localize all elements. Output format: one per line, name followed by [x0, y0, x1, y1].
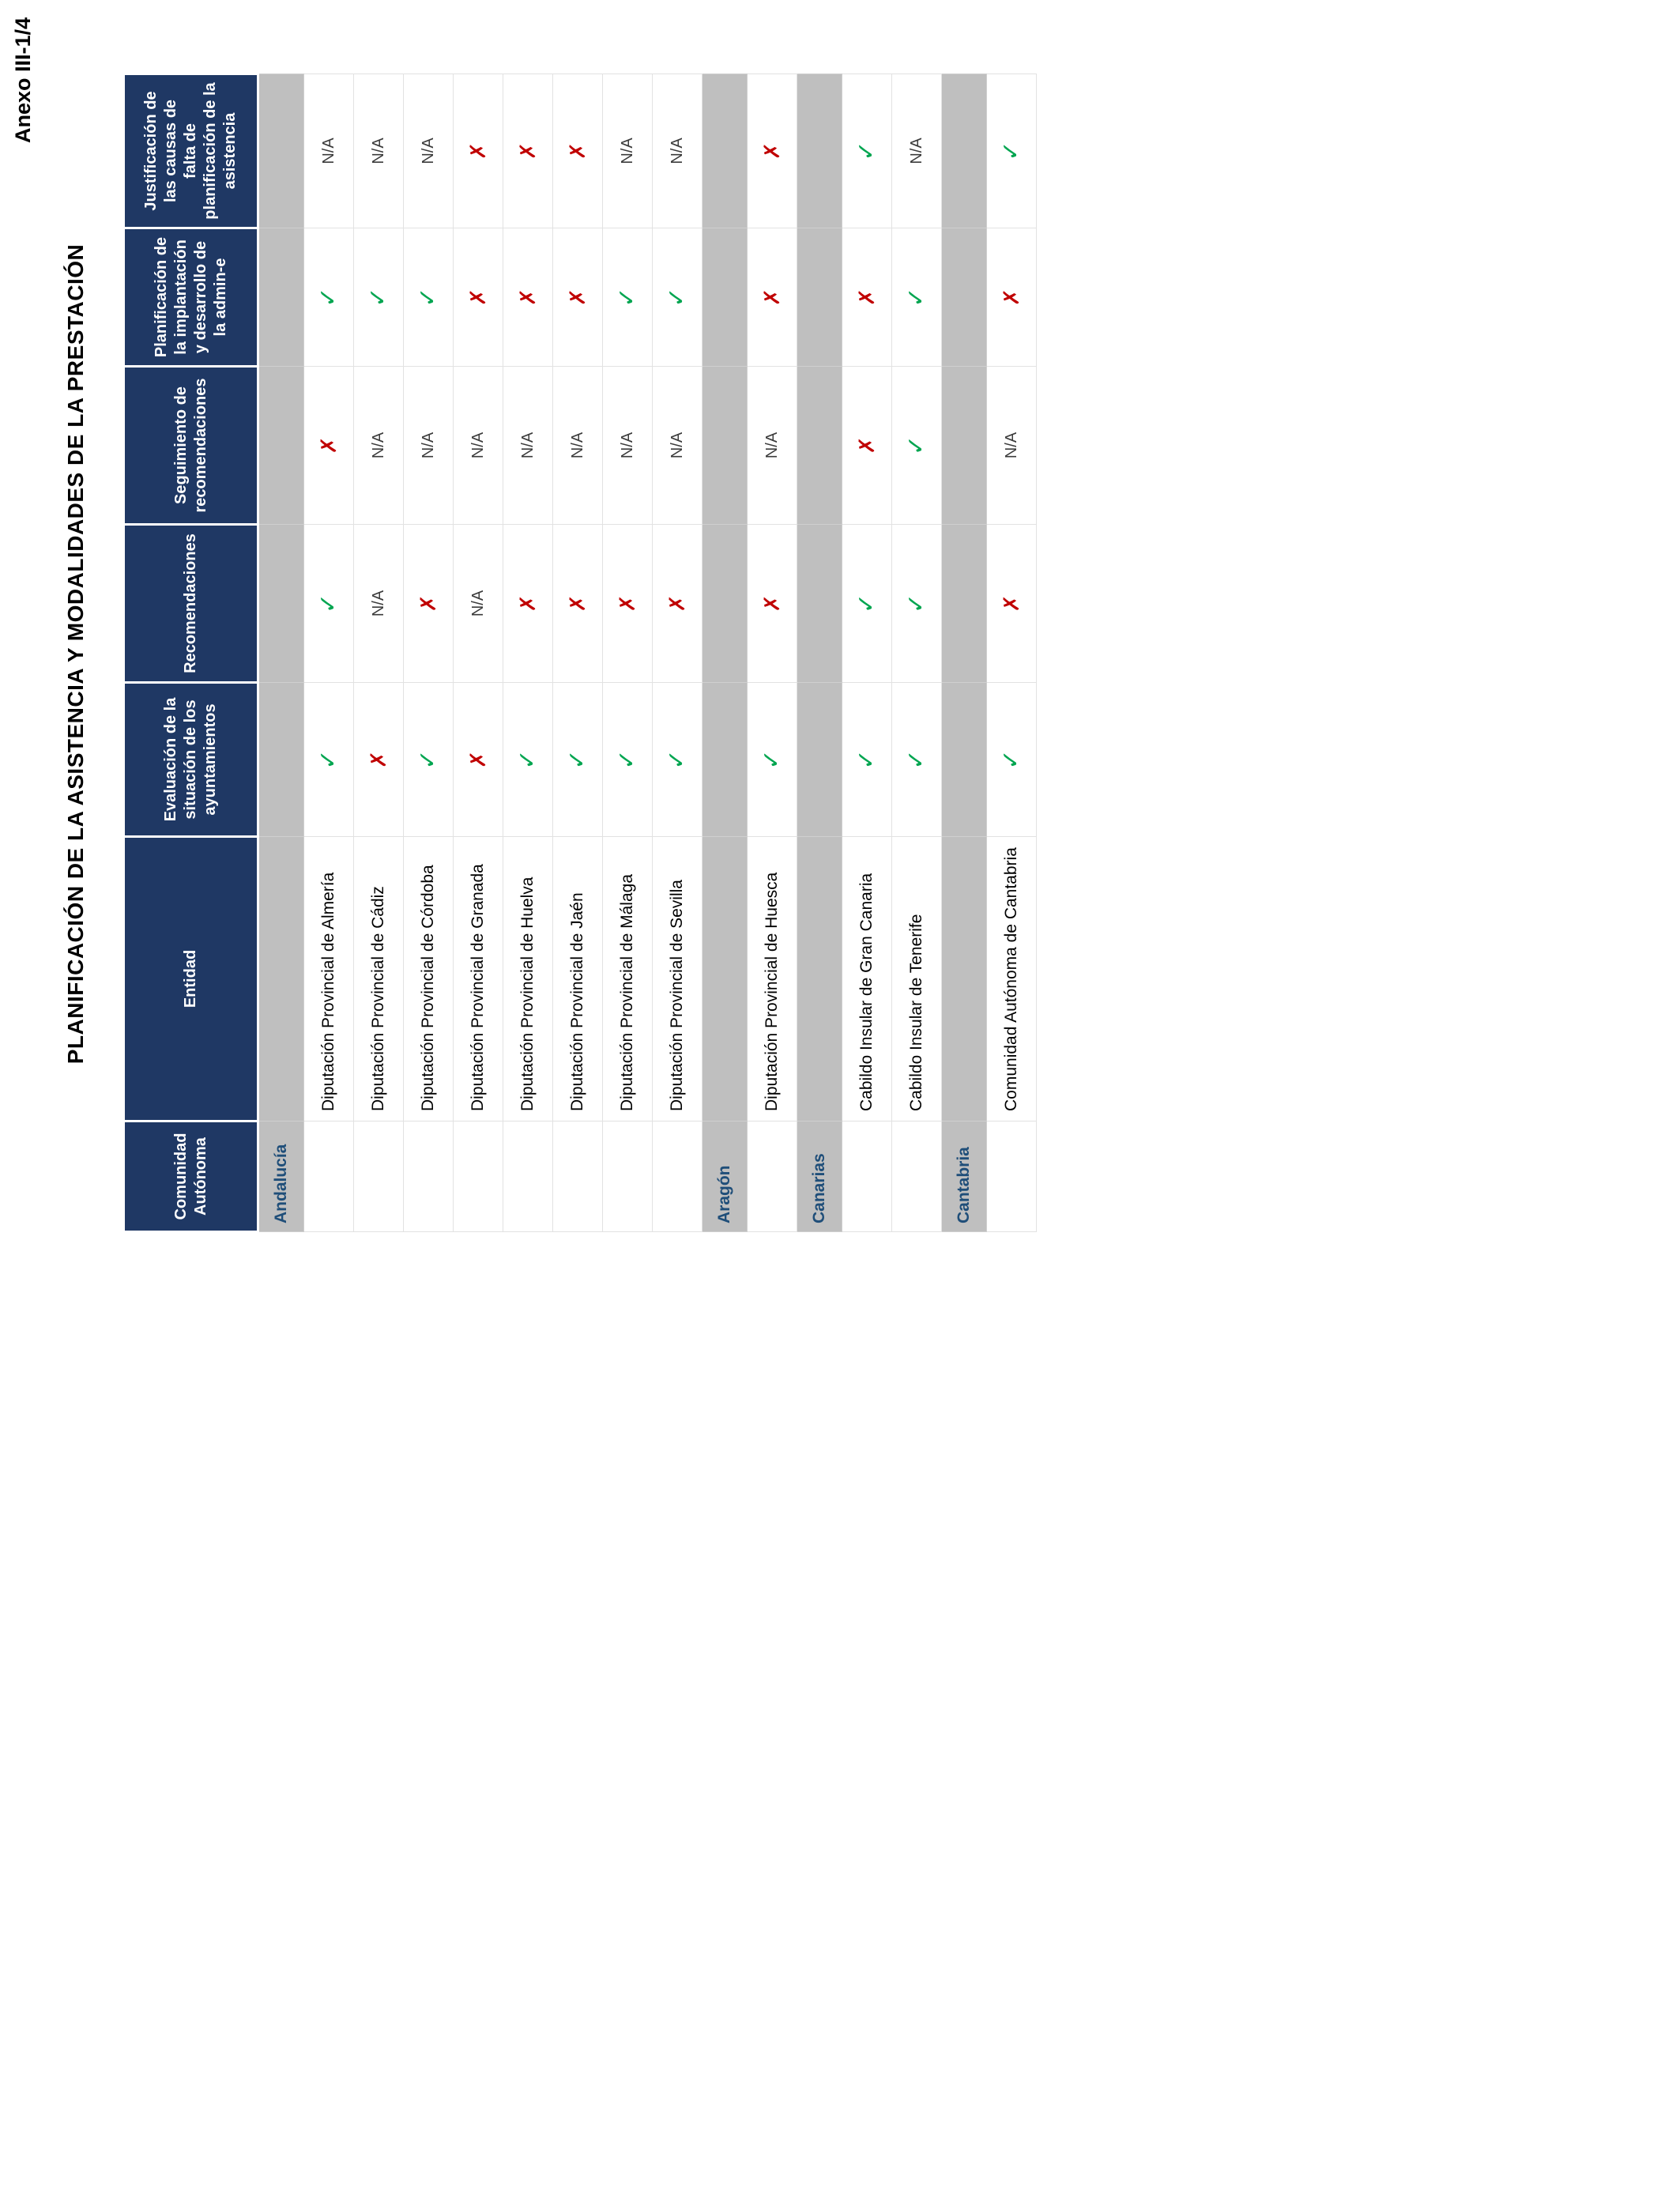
status-cell [354, 525, 404, 683]
entity-row [404, 74, 454, 1232]
status-cell [603, 228, 653, 367]
status-cell [553, 525, 603, 683]
entity-row [987, 74, 1037, 1232]
cross-icon: ✗ [465, 141, 490, 160]
annex-label: Anexo III-1/4 [11, 17, 35, 144]
na-label: N/A [668, 432, 686, 459]
group-empty-cell [703, 683, 748, 837]
cross-icon: ✗ [515, 288, 540, 307]
check-icon: ✓ [564, 749, 590, 770]
status-cell [354, 367, 404, 525]
group-label: Aragón [703, 1122, 748, 1232]
check-icon: ✓ [998, 141, 1024, 161]
group-empty-cell [258, 525, 304, 683]
group-empty-cell [258, 683, 304, 837]
check-icon: ✓ [853, 141, 880, 161]
group-row [942, 74, 987, 1232]
group-empty-cell [942, 837, 987, 1122]
group-empty-cell [703, 837, 748, 1122]
status-cell [454, 683, 503, 837]
header-entidad: Entidad [124, 837, 258, 1122]
header-planificacion: Planificación de la implantación y desarrollo de la admin-e [124, 228, 258, 367]
status-cell [987, 683, 1037, 837]
check-icon: ✓ [903, 287, 929, 307]
status-cell [354, 683, 404, 837]
cross-icon: ✗ [615, 594, 639, 613]
group-empty-cell [942, 525, 987, 683]
status-cell [404, 683, 454, 837]
check-icon: ✓ [759, 749, 785, 770]
entity-name: Diputación Provincial de Huelva [503, 837, 553, 1122]
status-cell [404, 228, 454, 367]
table-body [258, 74, 1037, 1232]
status-cell [304, 525, 354, 683]
entity-row [304, 74, 354, 1232]
check-icon: ✓ [664, 749, 690, 770]
cross-icon: ✗ [759, 594, 784, 613]
status-cell [748, 74, 797, 228]
page-title: PLANIFICACIÓN DE LA ASISTENCIA Y MODALIDADES DE LA PRESTACIÓN [63, 243, 88, 1065]
comunidad-empty-cell [842, 1122, 892, 1232]
entity-name: Diputación Provincial de Almería [304, 837, 354, 1122]
entity-name: Diputación Provincial de Huesca [748, 837, 797, 1122]
na-label: N/A [668, 138, 686, 164]
group-empty-cell [797, 683, 842, 837]
status-cell [653, 683, 703, 837]
status-cell [304, 683, 354, 837]
check-icon: ✓ [315, 749, 341, 770]
status-cell [304, 367, 354, 525]
status-cell [892, 74, 942, 228]
group-empty-cell [258, 367, 304, 525]
comunidad-empty-cell [454, 1122, 503, 1232]
entity-name: Diputación Provincial de Jaén [553, 837, 603, 1122]
status-cell [748, 228, 797, 367]
na-label: N/A [907, 138, 925, 164]
group-row [797, 74, 842, 1232]
entity-row [503, 74, 553, 1232]
group-empty-cell [797, 228, 842, 367]
status-cell [503, 525, 553, 683]
status-cell [553, 228, 603, 367]
cross-icon: ✗ [515, 141, 540, 160]
cross-icon: ✗ [366, 750, 390, 769]
group-empty-cell [703, 228, 748, 367]
cross-icon: ✗ [999, 288, 1023, 307]
comunidad-empty-cell [603, 1122, 653, 1232]
check-icon: ✓ [365, 287, 391, 307]
entity-row [553, 74, 603, 1232]
check-icon: ✓ [853, 593, 880, 614]
status-cell [454, 228, 503, 367]
header-evaluacion: Evaluación de la situación de los ayuntamientos [124, 683, 258, 837]
check-icon: ✓ [903, 435, 929, 456]
header-justificacion: Justificación de las causas de falta de planificación de la asistencia [124, 74, 258, 228]
comunidad-empty-cell [653, 1122, 703, 1232]
cross-icon: ✗ [854, 436, 879, 454]
status-cell [503, 74, 553, 228]
entity-name: Diputación Provincial de Cádiz [354, 837, 404, 1122]
check-icon: ✓ [514, 749, 541, 770]
status-cell [454, 74, 503, 228]
status-cell [553, 367, 603, 525]
status-cell [748, 683, 797, 837]
status-cell [553, 683, 603, 837]
status-cell [842, 525, 892, 683]
group-empty-cell [703, 367, 748, 525]
na-label: N/A [568, 432, 586, 459]
status-cell [892, 228, 942, 367]
check-icon: ✓ [315, 593, 341, 614]
entity-row [748, 74, 797, 1232]
entity-name: Cabildo Insular de Gran Canaria [842, 837, 892, 1122]
status-cell [653, 228, 703, 367]
status-cell [748, 525, 797, 683]
status-cell [653, 367, 703, 525]
cross-icon: ✗ [565, 594, 590, 613]
status-cell [354, 74, 404, 228]
group-empty-cell [942, 683, 987, 837]
cross-icon: ✗ [465, 288, 490, 307]
check-icon: ✓ [415, 287, 441, 307]
status-cell [842, 367, 892, 525]
group-label: Andalucía [258, 1122, 304, 1232]
group-empty-cell [258, 837, 304, 1122]
status-cell [987, 525, 1037, 683]
entity-row [842, 74, 892, 1232]
cross-icon: ✗ [665, 594, 689, 613]
planning-table [122, 73, 1037, 1233]
group-empty-cell [942, 367, 987, 525]
group-empty-cell [797, 367, 842, 525]
entity-row [454, 74, 503, 1232]
cross-icon: ✗ [515, 594, 540, 613]
cross-icon: ✗ [316, 436, 341, 454]
check-icon: ✓ [614, 749, 640, 770]
status-cell [503, 683, 553, 837]
status-cell [404, 525, 454, 683]
status-cell [404, 74, 454, 228]
na-label: N/A [369, 138, 387, 164]
status-cell [304, 74, 354, 228]
na-label: N/A [618, 138, 636, 164]
comunidad-empty-cell [304, 1122, 354, 1232]
cross-icon: ✗ [416, 594, 440, 613]
status-cell [892, 367, 942, 525]
comunidad-empty-cell [553, 1122, 603, 1232]
entity-row [603, 74, 653, 1232]
check-icon: ✓ [903, 593, 929, 614]
na-label: N/A [763, 432, 781, 459]
check-icon: ✓ [614, 287, 640, 307]
status-cell [304, 228, 354, 367]
check-icon: ✓ [853, 749, 880, 770]
table-header [124, 74, 258, 1232]
na-label: N/A [419, 432, 437, 459]
na-label: N/A [319, 138, 337, 164]
status-cell [553, 74, 603, 228]
status-cell [603, 74, 653, 228]
status-cell [354, 228, 404, 367]
group-empty-cell [258, 228, 304, 367]
status-cell [892, 683, 942, 837]
na-label: N/A [1002, 432, 1020, 459]
group-label: Canarias [797, 1122, 842, 1232]
status-cell [603, 367, 653, 525]
group-empty-cell [258, 74, 304, 228]
entity-name: Diputación Provincial de Granada [454, 837, 503, 1122]
status-cell [748, 367, 797, 525]
group-label: Cantabria [942, 1122, 987, 1232]
check-icon: ✓ [998, 749, 1024, 770]
check-icon: ✓ [315, 287, 341, 307]
na-label: N/A [469, 590, 487, 617]
group-empty-cell [703, 74, 748, 228]
cross-icon: ✗ [759, 141, 784, 160]
entity-name: Comunidad Autónoma de Cantabria [987, 837, 1037, 1122]
header-seguimiento: Seguimiento de recomendaciones [124, 367, 258, 525]
comunidad-empty-cell [748, 1122, 797, 1232]
cross-icon: ✗ [759, 288, 784, 307]
entity-name: Cabildo Insular de Tenerife [892, 837, 942, 1122]
na-label: N/A [369, 432, 387, 459]
status-cell [454, 367, 503, 525]
status-cell [603, 525, 653, 683]
entity-name: Diputación Provincial de Málaga [603, 837, 653, 1122]
cross-icon: ✗ [854, 288, 879, 307]
group-row [703, 74, 748, 1232]
na-label: N/A [518, 432, 537, 459]
cross-icon: ✗ [565, 141, 590, 160]
header-recomendaciones: Recomendaciones [124, 525, 258, 683]
status-cell [987, 74, 1037, 228]
status-cell [503, 367, 553, 525]
comunidad-empty-cell [354, 1122, 404, 1232]
group-empty-cell [797, 837, 842, 1122]
group-empty-cell [942, 228, 987, 367]
entity-row [653, 74, 703, 1232]
status-cell [404, 367, 454, 525]
status-cell [603, 683, 653, 837]
status-cell [842, 74, 892, 228]
status-cell [987, 228, 1037, 367]
comunidad-empty-cell [503, 1122, 553, 1232]
group-row [258, 74, 304, 1232]
group-empty-cell [797, 525, 842, 683]
status-cell [842, 683, 892, 837]
entity-row [354, 74, 404, 1232]
status-cell [987, 367, 1037, 525]
comunidad-empty-cell [404, 1122, 454, 1232]
status-cell [503, 228, 553, 367]
entity-name: Diputación Provincial de Sevilla [653, 837, 703, 1122]
na-label: N/A [419, 138, 437, 164]
header-comunidad-autonoma: Comunidad Autónoma [124, 1122, 258, 1232]
rotated-sheet [0, 0, 1024, 1265]
check-icon: ✓ [903, 749, 929, 770]
check-icon: ✓ [664, 287, 690, 307]
status-cell [892, 525, 942, 683]
check-icon: ✓ [415, 749, 441, 770]
na-label: N/A [469, 432, 487, 459]
status-cell [454, 525, 503, 683]
group-empty-cell [703, 525, 748, 683]
entity-name: Diputación Provincial de Córdoba [404, 837, 454, 1122]
cross-icon: ✗ [465, 750, 490, 769]
status-cell [653, 525, 703, 683]
status-cell [842, 228, 892, 367]
na-label: N/A [618, 432, 636, 459]
cross-icon: ✗ [565, 288, 590, 307]
status-cell [653, 74, 703, 228]
entity-row [892, 74, 942, 1232]
group-empty-cell [942, 74, 987, 228]
header-row [124, 74, 258, 1232]
na-label: N/A [369, 590, 387, 617]
comunidad-empty-cell [987, 1122, 1037, 1232]
group-empty-cell [797, 74, 842, 228]
comunidad-empty-cell [892, 1122, 942, 1232]
cross-icon: ✗ [999, 594, 1023, 613]
